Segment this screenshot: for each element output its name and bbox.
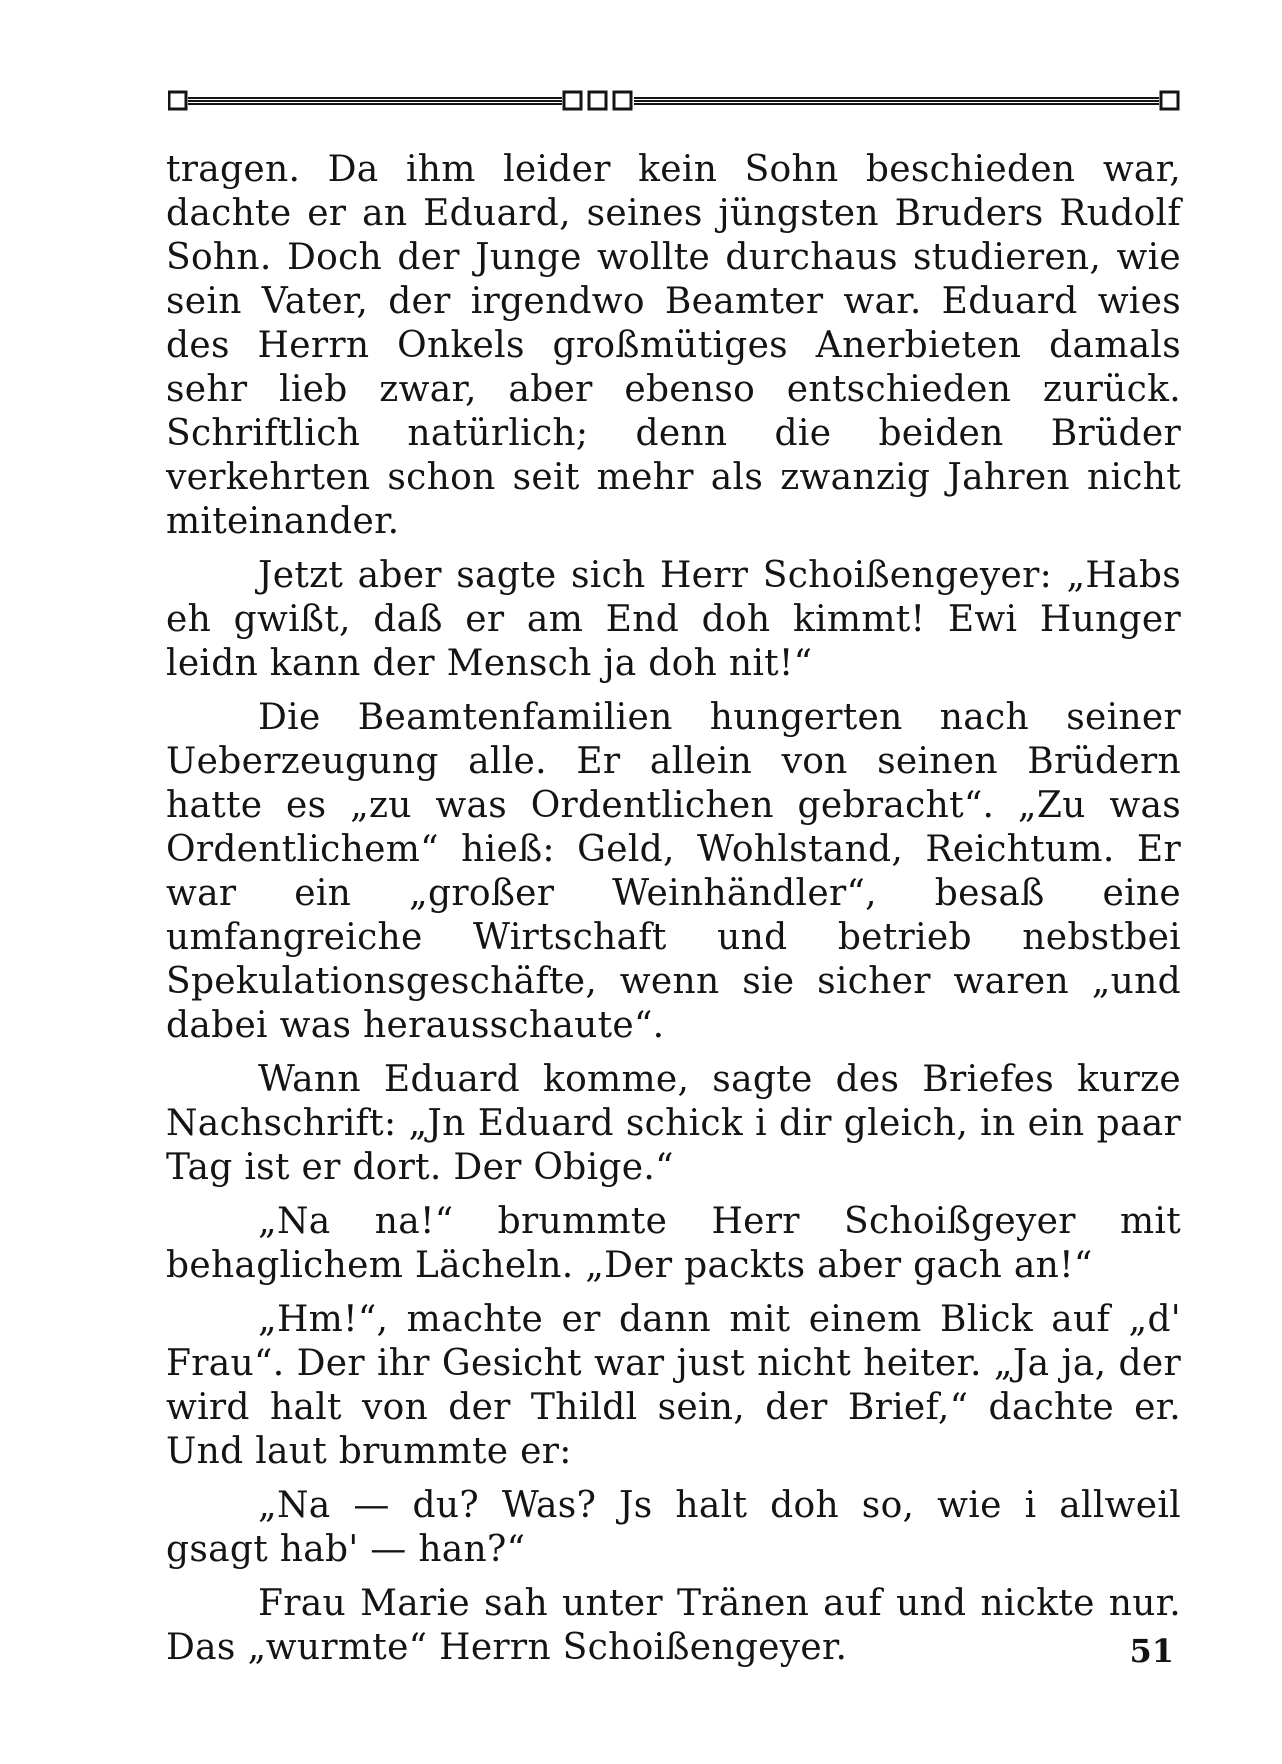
paragraph-8: Frau Marie sah unter Tränen auf und nickte nur. Das „wurmte“ Herrn Schoißengeyer. <box>166 1583 1181 1668</box>
ornament-square-center-2 <box>589 92 606 109</box>
paragraph-1: tragen. Da ihm leider kein Sohn beschieden war, dachte er an Eduard, seines jüngsten Bruders Rudolf Sohn. Doch der Junge wollte durchaus studieren, wie sein Vater, der irgendwo Beamter war. Eduard wies des Herrn Onkels großmütiges Anerbieten damals sehr lieb zwar, aber ebenso entschieden zurück. Schriftlich natürlich; denn die beiden Brüder verkehrten schon seit mehr als zwanzig Jahren nicht miteinander. <box>166 149 1181 542</box>
page-number: 51 <box>1129 1632 1174 1670</box>
paragraph-2: Jetzt aber sagte sich Herr Schoißengeyer: „Habs eh gwißt, daß er am End doh kimmt! Ewi Hunger leidn kann der Mensch ja doh nit!“ <box>166 555 1181 684</box>
ornament-square-center-3 <box>614 92 631 109</box>
body-text <box>166 148 1181 1680</box>
paragraph-5: „Na na!“ brummte Herr Schoißgeyer mit behaglichem Lächeln. „Der packts aber gach an!“ <box>166 1201 1181 1286</box>
ornament-square-center-1 <box>564 92 581 109</box>
paragraph-6: „Hm!“, machte er dann mit einem Blick auf „d' Frau“. Der ihr Gesicht war just nicht heiter. „Ja ja, der wird halt von der Thildl sein, der Brief,“ dachte er. Und laut brummte er: <box>166 1299 1181 1472</box>
ornament-square-right <box>1161 92 1178 109</box>
paragraph-7: „Na — du? Was? Js halt doh so, wie i allweil gsagt hab' — han?“ <box>166 1485 1181 1570</box>
paragraph-3: Die Beamtenfamilien hungerten nach seiner Ueberzeugung alle. Er allein von seinen Brüdern hatte es „zu was Ordentlichen gebracht“. „Zu was Ordentlichem“ hieß: Geld, Wohlstand, Reichtum. Er war ein „großer Weinhändler“, besaß eine umfangreiche Wirtschaft und betrieb nebstbei Spekulationsgeschäfte, wenn sie sicher waren „und dabei was herausschaute“. <box>166 697 1181 1046</box>
ornament-square-left <box>169 92 186 109</box>
header-ornament <box>168 86 1180 116</box>
paragraph-4: Wann Eduard komme, sagte des Briefes kurze Nachschrift: „Jn Eduard schick i dir gleich, in ein paar Tag ist er dort. Der Obige.“ <box>166 1059 1181 1188</box>
